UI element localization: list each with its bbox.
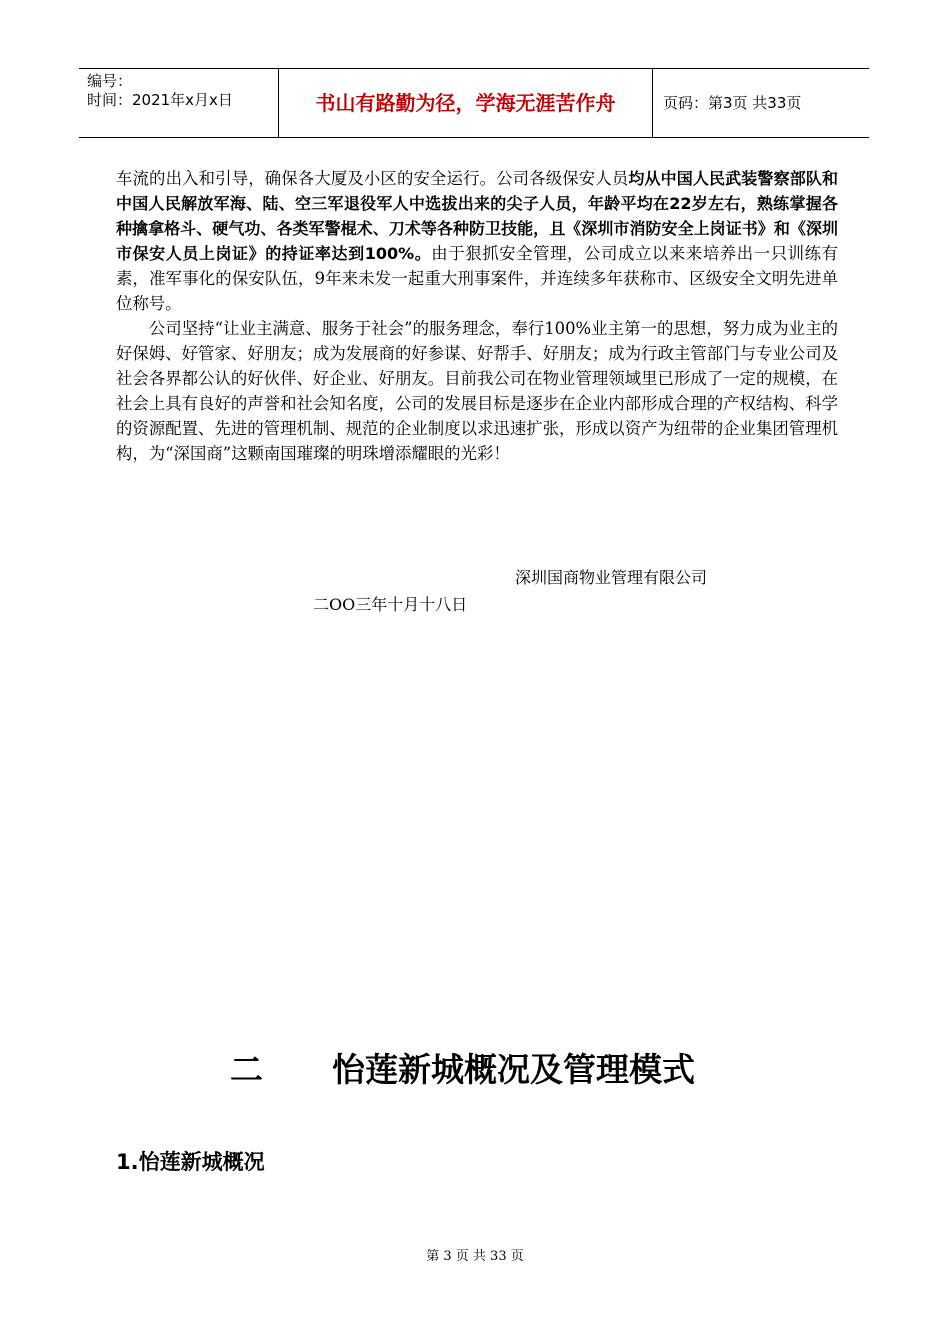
page-footer: 第 3 页 共 33 页 (426, 1249, 524, 1264)
section-number: 二 (230, 1050, 263, 1089)
section-heading (230, 1044, 695, 1091)
header-meta (79, 69, 279, 137)
page-header (79, 68, 869, 138)
paragraph-1-end: 由于狠抓安全管理，公司成立以来来培养出一只训练有素，准军事化的保安队伍，9年来未发一起重大刑事案件，并连续多年获称市、区级安全文明先进单位称号。 (116, 244, 839, 313)
signature-date: 二OO三年十月十八日 (313, 595, 468, 614)
header-motto: 书山有路勤为径，学海无涯苦作舟 (279, 69, 653, 137)
paragraph-1-start: 车流的出入和引导，确保各大厦及小区的安全运行。公司各级保安人员 (116, 169, 629, 188)
section-title: 怡莲新城概况及管理模式 (332, 1050, 695, 1089)
body-text (116, 166, 838, 466)
paragraph-2: 公司坚持“让业主满意、服务于社会”的服务理念，奉行100%业主第一的思想，努力成为业主的好保姆、好管家、好朋友；成为发展商的好参谋、好帮手、好朋友；成为行政主管部门与专业公司及社会各界都公认的好伙伴、好企业、好朋友。目前我公司在物业管理领域里已形成了一定的规模，在社会上具有良好的声誉和社会知名度，公司的发展目标是逐步在企业内部形成合理的产权结构、科学的资源配置、先进的管理机制、规范的企业制度以求迅速扩张，形成以资产为纽带的企业集团管理机构，为“深国商”这颗南国璀璨的明珠增添耀眼的光彩！ (116, 319, 838, 463)
paragraph-1 (116, 166, 838, 316)
header-page-info: 页码：第3页 共33页 (663, 94, 802, 112)
number-label: 编号： (87, 72, 133, 90)
time-label: 时间：2021年x月x日 (87, 91, 233, 109)
company-signature: 深圳国商物业管理有限公司 (515, 568, 708, 587)
subsection-heading: 1.怡莲新城概况 (116, 1150, 265, 1174)
paragraph-1-bold: 均从中国人民武装警察部队和中国人民解放军海、陆、空三军退役军人中选拔出来的尖子人员，年龄平均在22岁左右，熟练掌握各种擒拿格斗、硬气功、各类军警棍术、刀术等各种防卫技能，且《深圳市消防安全上岗证书》和《深圳市保安人员上岗证》的持证率达到100%。 (116, 169, 838, 263)
